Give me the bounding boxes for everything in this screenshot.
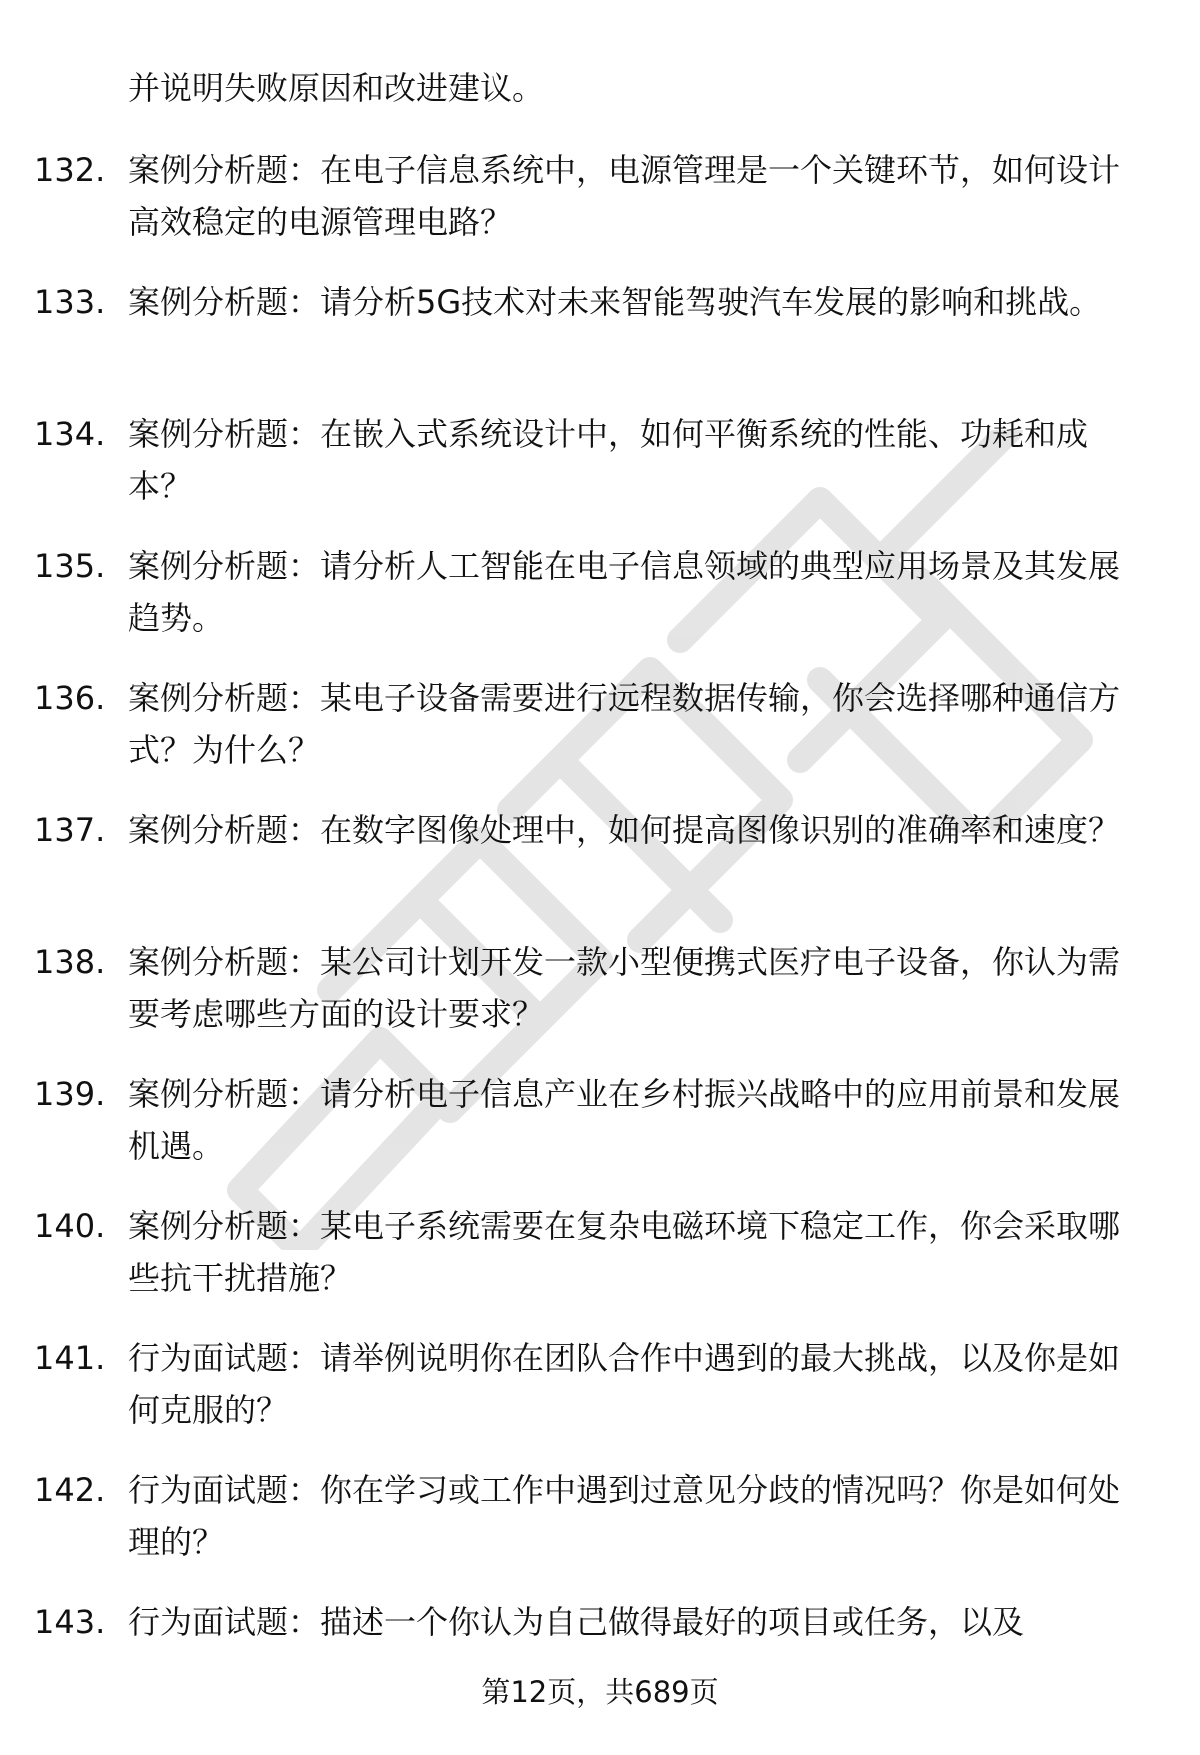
question-text: 案例分析题：请分析5G技术对未来智能驾驶汽车发展的影响和挑战。 (128, 283, 1102, 321)
question-number: 133. (34, 283, 106, 321)
question-text: 案例分析题：请分析人工智能在电子信息领域的典型应用场景及其发展趋势。 (128, 547, 1121, 637)
question-number: 136. (34, 679, 106, 717)
question-text: 案例分析题：请分析电子信息产业在乡村振兴战略中的应用前景和发展机遇。 (128, 1075, 1121, 1165)
question-number: 140. (34, 1207, 106, 1245)
question-item (0, 672, 1200, 804)
question-number: 135. (34, 547, 106, 585)
question-text: 行为面试题：你在学习或工作中遇到过意见分歧的情况吗？你是如何处理的？ (128, 1471, 1121, 1561)
question-number: 142. (34, 1471, 106, 1509)
question-list (0, 144, 1200, 1728)
question-item (0, 144, 1200, 276)
question-text: 案例分析题：在嵌入式系统设计中，如何平衡系统的性能、功耗和成本？ (128, 415, 1089, 505)
question-number: 134. (34, 415, 106, 453)
question-item (0, 1200, 1200, 1332)
question-number: 137. (34, 811, 106, 849)
question-item (0, 408, 1200, 540)
question-number: 138. (34, 943, 106, 981)
question-text: 案例分析题：某电子设备需要进行远程数据传输，你会选择哪种通信方式？为什么？ (128, 679, 1121, 769)
question-number: 141. (34, 1339, 106, 1377)
page-footer: 第12页，共689页 (481, 1675, 719, 1709)
question-item (0, 1332, 1200, 1464)
question-item (0, 936, 1200, 1068)
question-text: 案例分析题：在数字图像处理中，如何提高图像识别的准确率和速度？ (128, 811, 1121, 849)
question-item (0, 276, 1200, 408)
question-item (0, 804, 1200, 936)
question-text: 案例分析题：在电子信息系统中，电源管理是一个关键环节，如何设计高效稳定的电源管理电路？ (128, 151, 1121, 241)
question-text: 行为面试题：请举例说明你在团队合作中遇到的最大挑战，以及你是如何克服的？ (128, 1339, 1121, 1429)
question-text: 行为面试题：描述一个你认为自己做得最好的项目或任务，以及 (128, 1603, 1025, 1641)
question-item (0, 540, 1200, 672)
question-text: 案例分析题：某电子系统需要在复杂电磁环境下稳定工作，你会采取哪些抗干扰措施？ (128, 1207, 1121, 1297)
carryover-text: 并说明失败原因和改进建议。 (128, 69, 545, 107)
question-item (0, 1464, 1200, 1596)
question-text: 案例分析题：某公司计划开发一款小型便携式医疗电子设备，你认为需要考虑哪些方面的设计要求？ (128, 943, 1121, 1033)
question-item (0, 1068, 1200, 1200)
question-number: 143. (34, 1603, 106, 1641)
question-number: 139. (34, 1075, 106, 1113)
question-number: 132. (34, 151, 106, 189)
